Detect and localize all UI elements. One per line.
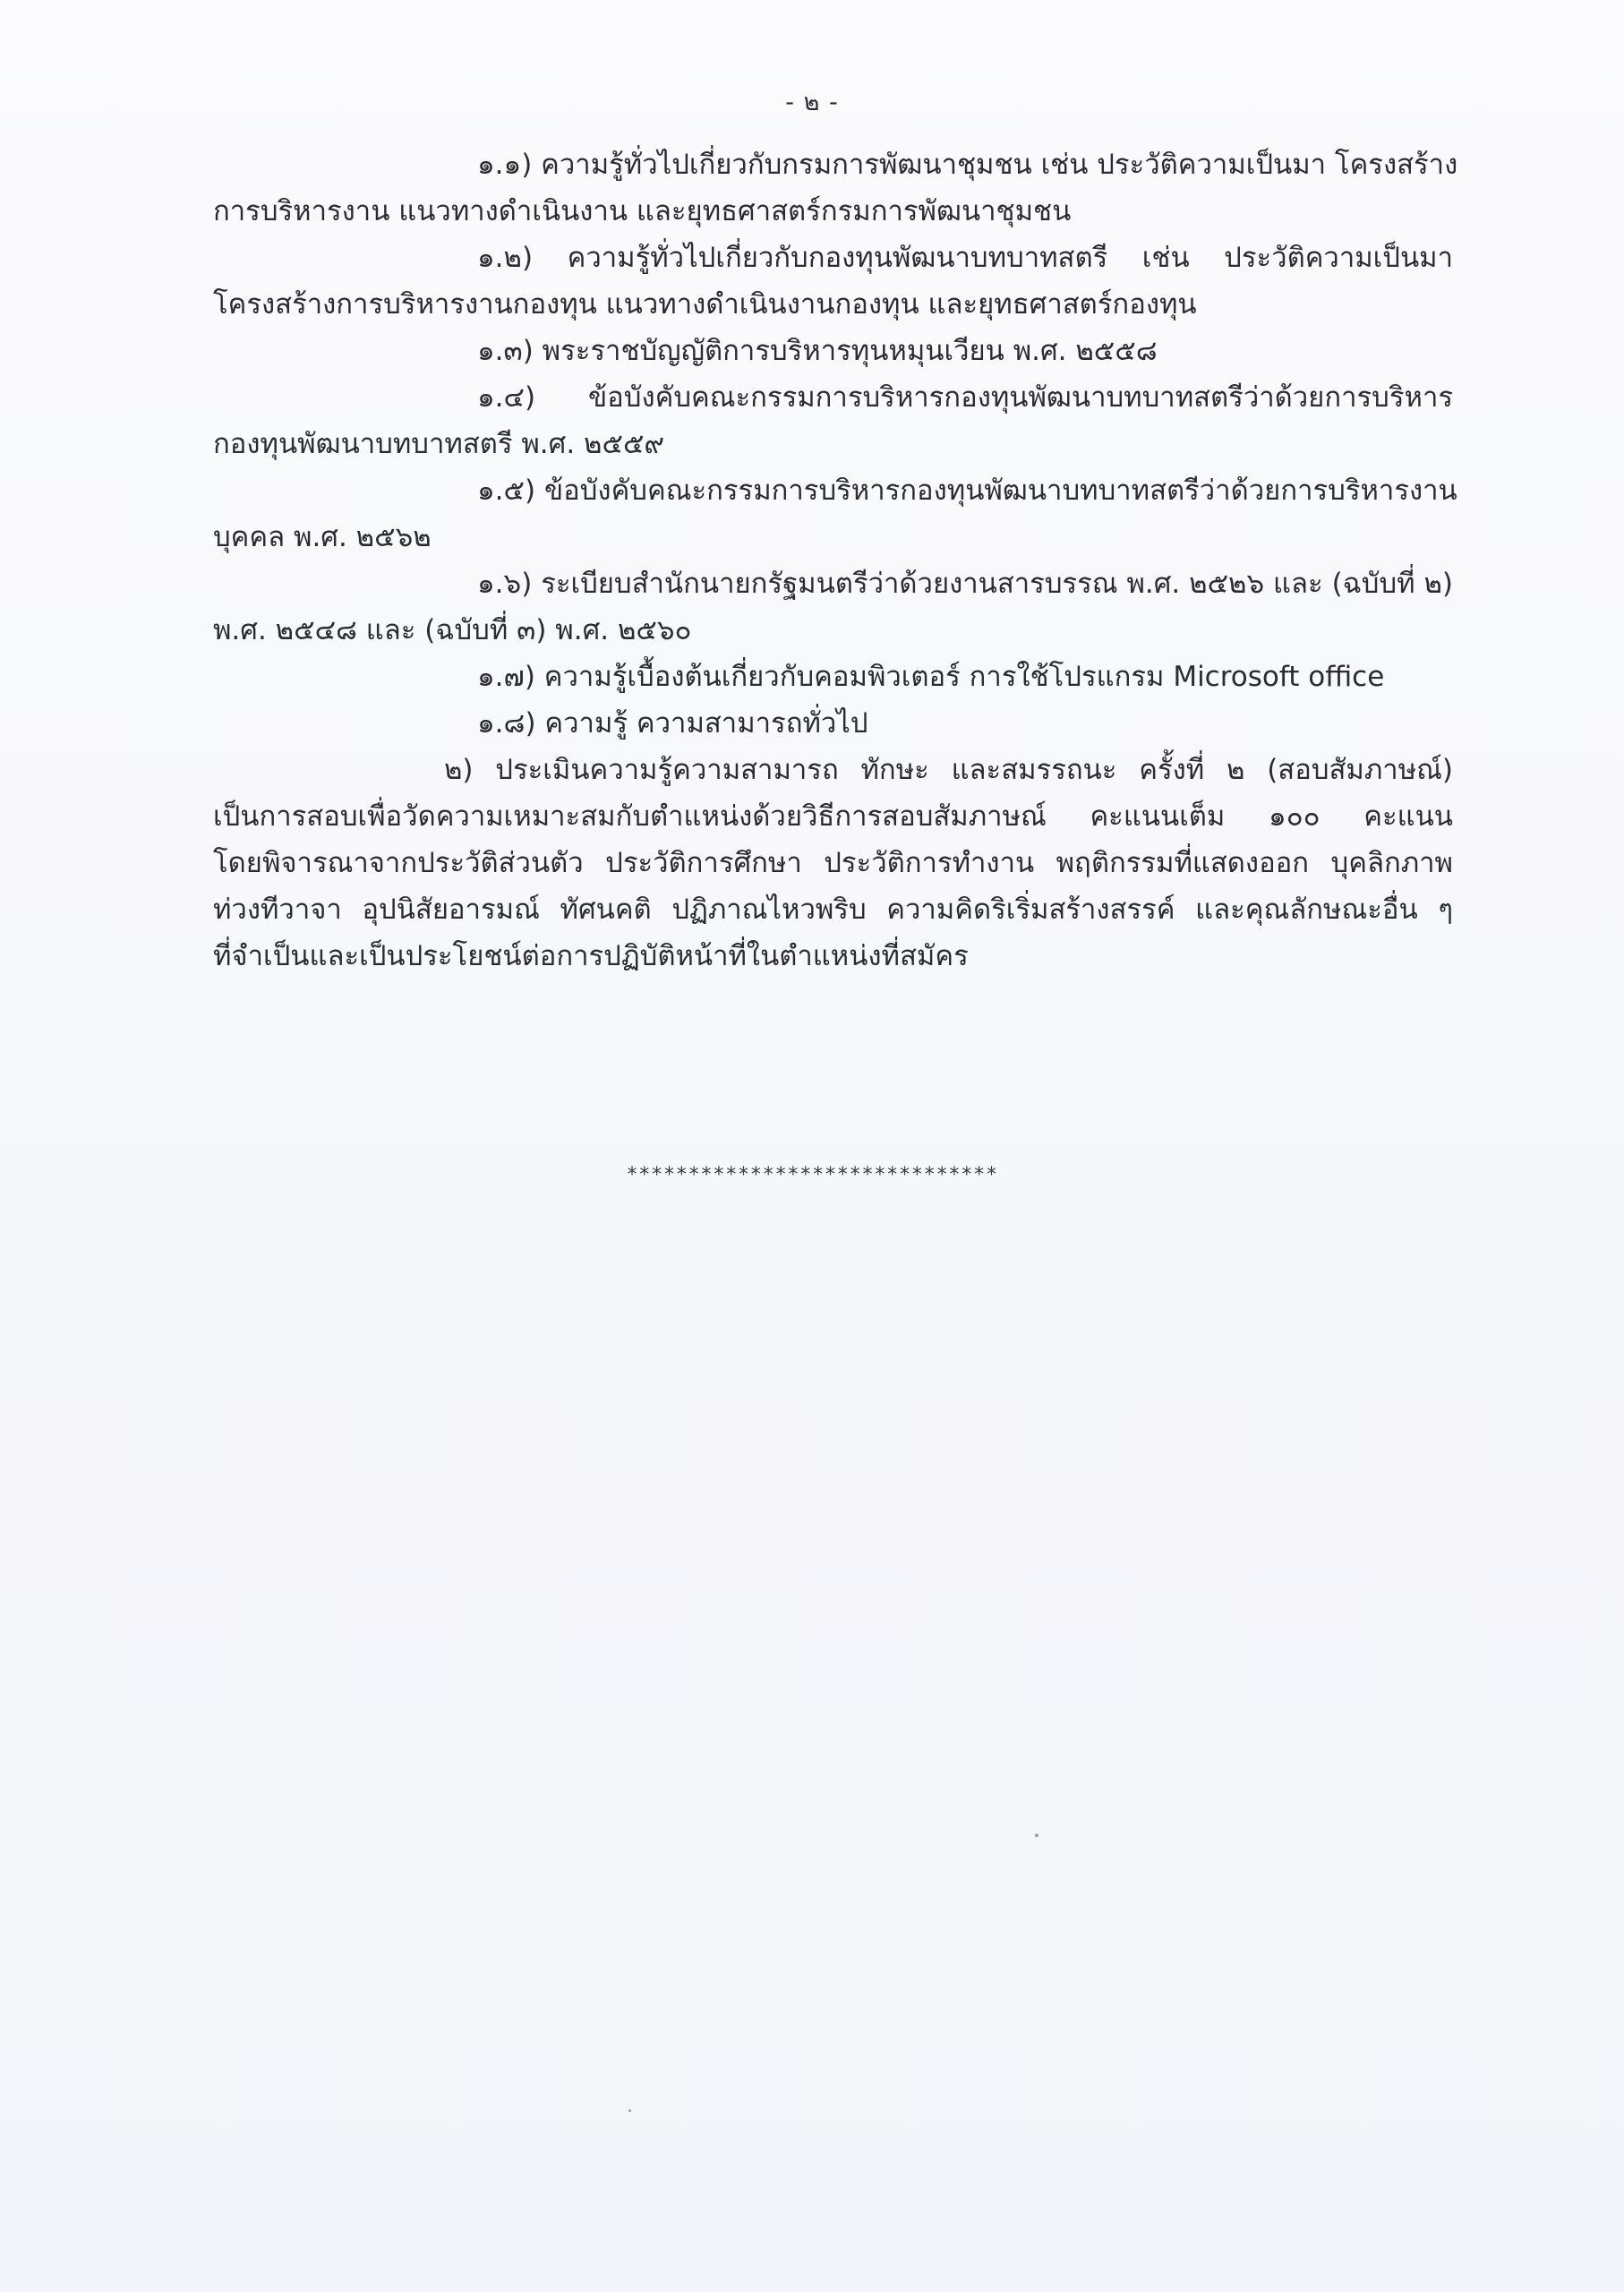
item-1-4-line-1: ๑.๔) ข้อบังคับคณะกรรมการบริหารกองทุนพัฒนาบทบาทสตรีว่าด้วยการบริหาร [477,381,1453,414]
item-1-5-line-2: บุคคล พ.ศ. ๒๕๖๒ [213,521,432,553]
item-1-8: ๑.๘) ความรู้ ความสามารถทั่วไป [477,707,868,740]
item-1-6-line-1: ๑.๖) ระเบียบสำนักนายกรัฐมนตรีว่าด้วยงานสารบรรณ พ.ศ. ๒๕๒๖ และ (ฉบับที่ ๒) [477,568,1453,600]
item-2-line-4: ท่วงทีวาจา อุปนิสัยอารมณ์ ทัศนคติ ปฏิภาณไหวพริบ ความคิดริเริ่มสร้างสรรค์ และคุณลักษณะอื่น ๆ [213,894,1453,926]
item-1-1-line-2: การบริหารงาน แนวทางดำเนินงาน และยุทธศาสตร์กรมการพัฒนาชุมชน [213,195,1072,227]
scan-speck [628,2109,631,2112]
item-1-5-line-1: ๑.๕) ข้อบังคับคณะกรรมการบริหารกองทุนพัฒนาบทบาทสตรีว่าด้วยการบริหารงาน [477,475,1457,507]
document-body [213,141,1458,979]
item-1-2-line-2: โครงสร้างการบริหารงานกองทุน แนวทางดำเนินงานกองทุน และยุทธศาสตร์กองทุน [213,288,1197,321]
item-2-line-3: โดยพิจารณาจากประวัติส่วนตัว ประวัติการศึกษา ประวัติการทำงาน พฤติกรรมที่แสดงออก บุคลิกภาพ [213,847,1453,879]
item-1-6-line-2: พ.ศ. ๒๕๔๘ และ (ฉบับที่ ๓) พ.ศ. ๒๕๖๐ [213,614,692,646]
item-2-line-2: เป็นการสอบเพื่อวัดความเหมาะสมกับตำแหน่งด้วยวิธีการสอบสัมภาษณ์ คะแนนเต็ม ๑๐๐ คะแนน [213,800,1453,833]
item-2-line-5: ที่จำเป็นและเป็นประโยชน์ต่อการปฏิบัติหน้าที่ในตำแหน่งที่สมัคร [213,940,969,972]
end-separator: ****************************** [626,1164,998,1186]
item-1-1-line-1: ๑.๑) ความรู้ทั่วไปเกี่ยวกับกรมการพัฒนาชุมชน เช่น ประวัติความเป็นมา โครงสร้าง [477,149,1458,181]
item-1-2-line-1: ๑.๒) ความรู้ทั่วไปเกี่ยวกับกองทุนพัฒนาบทบาทสตรี เช่น ประวัติความเป็นมา [477,242,1453,274]
item-1-7: ๑.๗) ความรู้เบื้องต้นเกี่ยวกับคอมพิวเตอร์ การใช้โปรแกรม Microsoft office [477,661,1385,693]
item-1-3: ๑.๓) พระราชบัญญัติการบริหารทุนหมุนเวียน พ.ศ. ๒๕๕๘ [477,335,1158,367]
page-number: - ๒ - [785,89,839,116]
scan-speck [1035,1834,1039,1837]
item-2-line-1: ๒) ประเมินความรู้ความสามารถ ทักษะ และสมรรถนะ ครั้งที่ ๒ (สอบสัมภาษณ์) [444,754,1453,786]
item-1-4-line-2: กองทุนพัฒนาบทบาทสตรี พ.ศ. ๒๕๕๙ [213,428,665,460]
